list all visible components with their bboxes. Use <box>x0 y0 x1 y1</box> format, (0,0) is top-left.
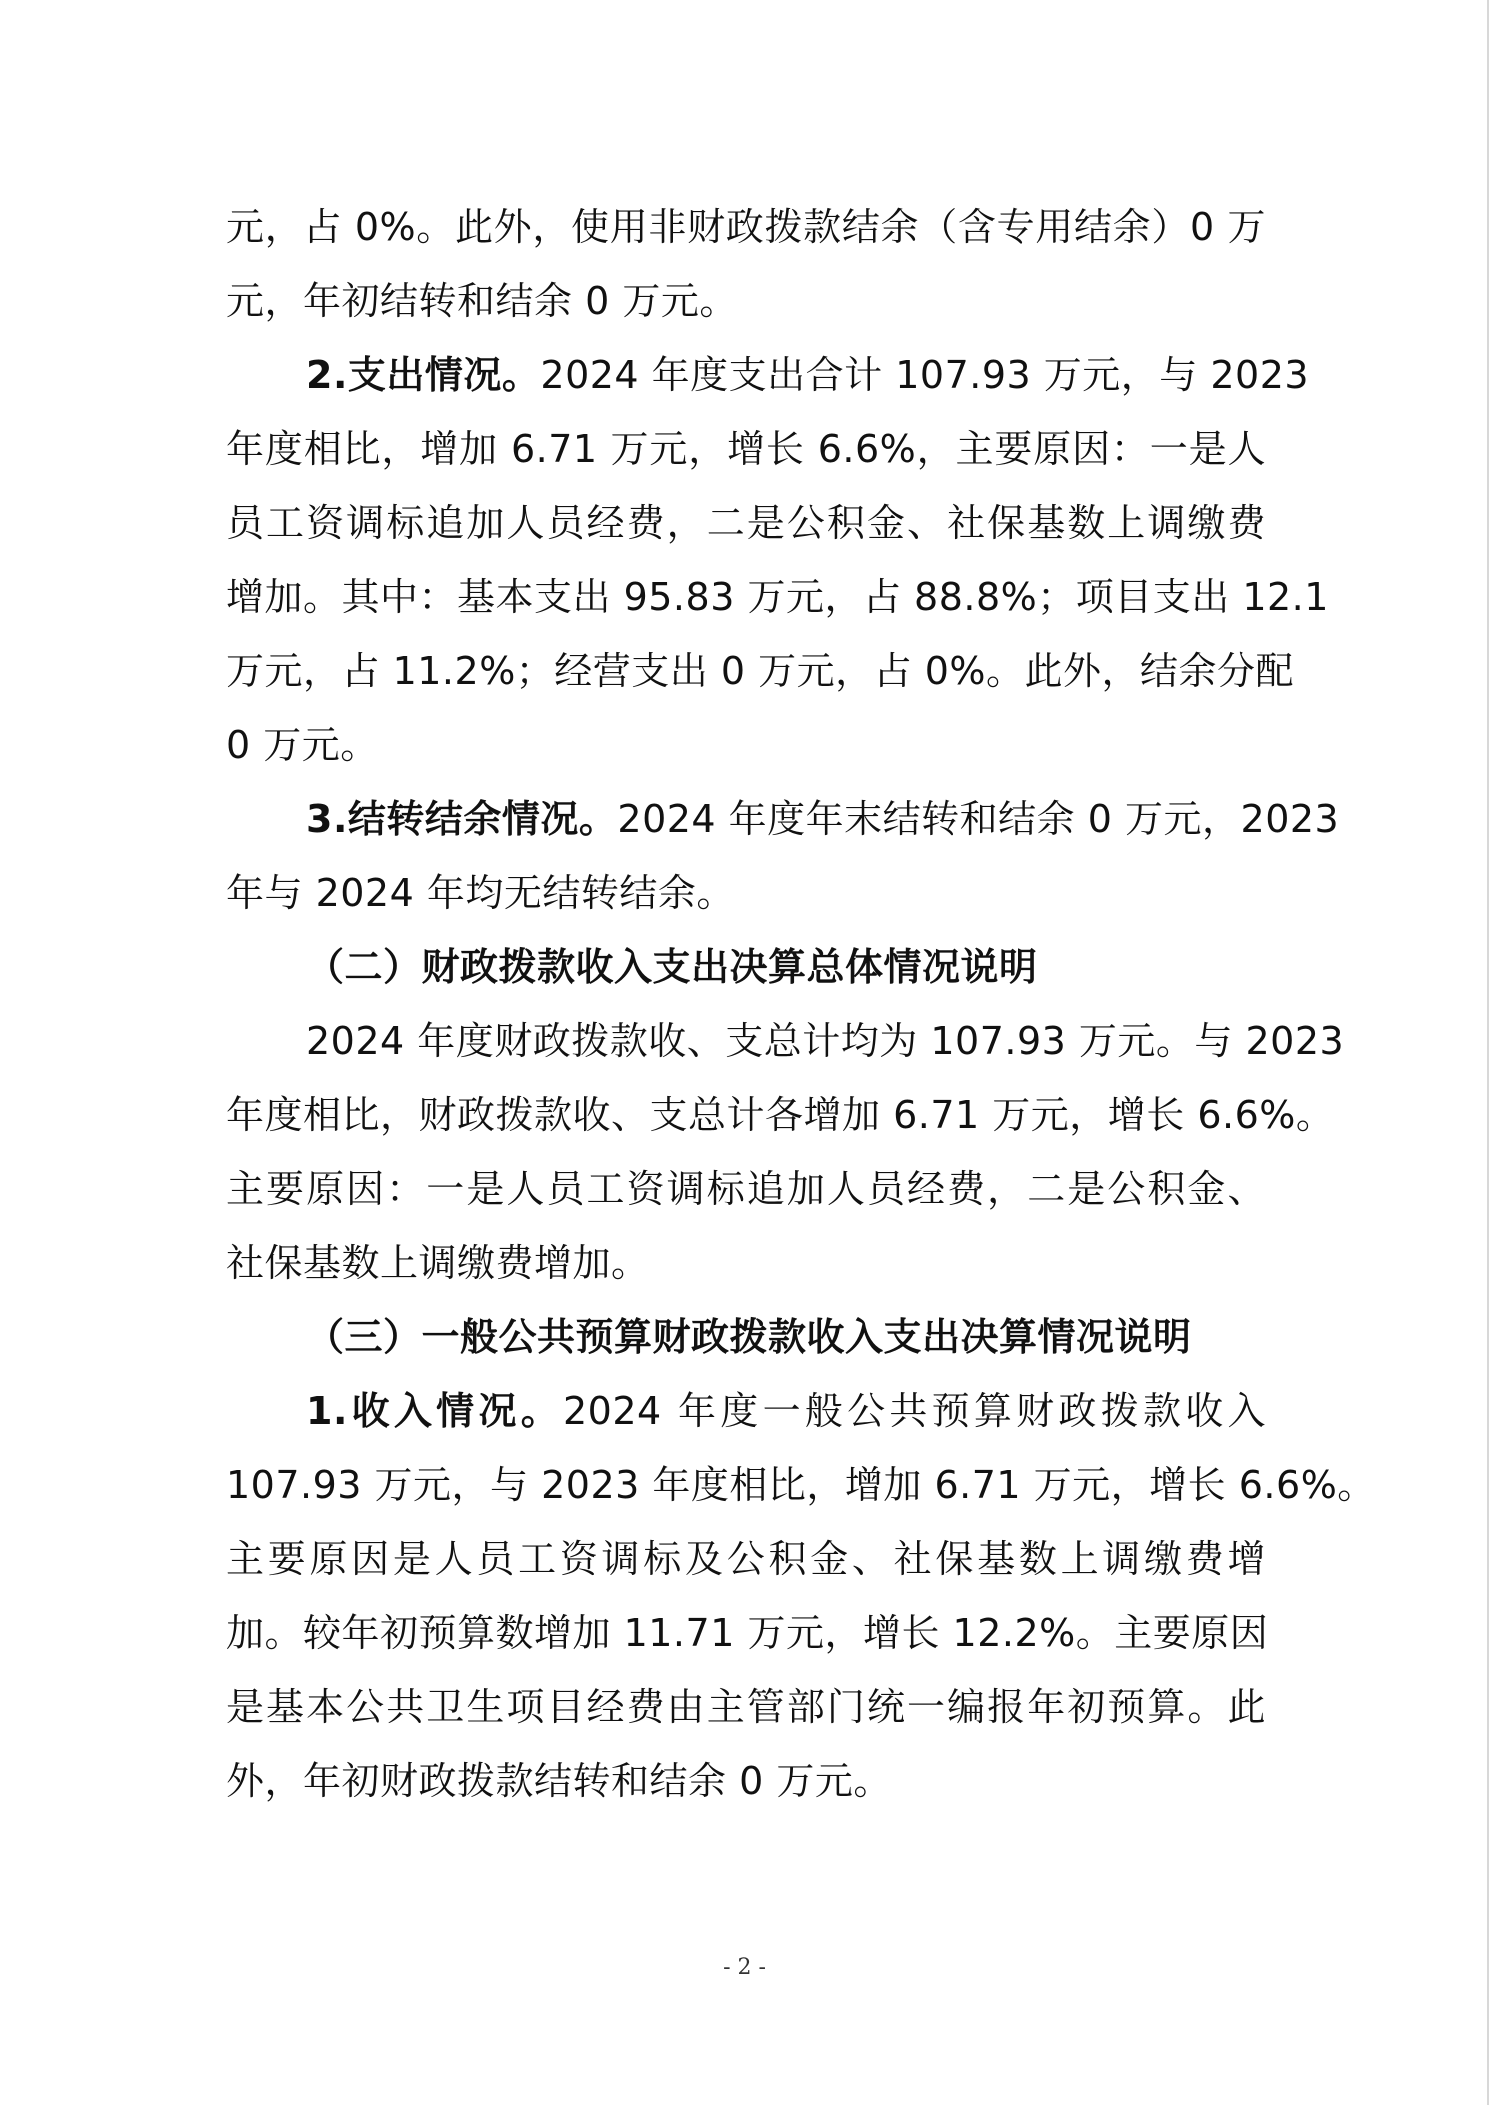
section-expenditure-first-line <box>226 338 1310 412</box>
section-income-first-line <box>226 1374 1266 1448</box>
body-text-run: 2024 年度一般公共预算财政拨款收入 <box>562 1389 1266 1433</box>
section-lead-income: 1.收入情况。 <box>306 1389 563 1433</box>
body-text-line: 外，年初财政拨款结转和结余 0 万元。 <box>226 1759 892 1803</box>
section-lead-balance: 3.结转结余情况。 <box>306 797 618 841</box>
body-text-line: 年与 2024 年均无结转结余。 <box>226 871 735 915</box>
body-text-line: 主要原因：一是人员工资调标追加人员经费，二是公积金、 <box>226 1167 1266 1211</box>
body-text-line: 加。较年初预算数增加 11.71 万元，增长 12.2%。主要原因 <box>226 1611 1269 1655</box>
body-text-line: 是基本公共卫生项目经费由主管部门统一编报年初预算。此 <box>226 1685 1266 1729</box>
body-text-line: 万元，占 11.2%；经营支出 0 万元，占 0%。此外，结余分配 <box>226 649 1294 693</box>
body-text-line: 0 万元。 <box>226 723 379 767</box>
body-text-line: 2024 年度财政拨款收、支总计均为 107.93 万元。与 2023 <box>306 1019 1345 1063</box>
body-text-line: 社保基数上调缴费增加。 <box>226 1241 650 1285</box>
body-text-line: 增加。其中：基本支出 95.83 万元，占 88.8%；项目支出 12.1 <box>226 575 1329 619</box>
body-text-line: 元，年初结转和结余 0 万元。 <box>226 279 738 323</box>
body-text-line: 员工资调标追加人员经费，二是公积金、社保基数上调缴费 <box>226 501 1266 545</box>
section-heading-3: （三）一般公共预算财政拨款收入支出决算情况说明 <box>306 1315 1192 1359</box>
body-text-line: 主要原因是人员工资调标及公积金、社保基数上调缴费增 <box>226 1537 1266 1581</box>
page-number: - 2 - <box>723 1955 766 1980</box>
document-body <box>226 190 1376 1818</box>
body-text-line: 107.93 万元，与 2023 年度相比，增加 6.71 万元，增长 6.6%。 <box>226 1463 1376 1507</box>
body-text-run: 2024 年度年末结转和结余 0 万元，2023 <box>617 797 1340 841</box>
section-heading-2: （二）财政拨款收入支出决算总体情况说明 <box>306 945 1038 989</box>
section-balance-first-line <box>226 782 1340 856</box>
body-text-line: 年度相比，增加 6.71 万元，增长 6.6%，主要原因：一是人 <box>226 427 1266 471</box>
body-text-line: 元，占 0%。此外，使用非财政拨款结余（含专用结余）0 万 <box>226 205 1266 249</box>
body-text-run: 2024 年度支出合计 107.93 万元，与 2023 <box>540 353 1310 397</box>
body-text-line: 年度相比，财政拨款收、支总计各增加 6.71 万元，增长 6.6%。 <box>226 1093 1335 1137</box>
section-lead-expenditure: 2.支出情况。 <box>306 353 541 397</box>
